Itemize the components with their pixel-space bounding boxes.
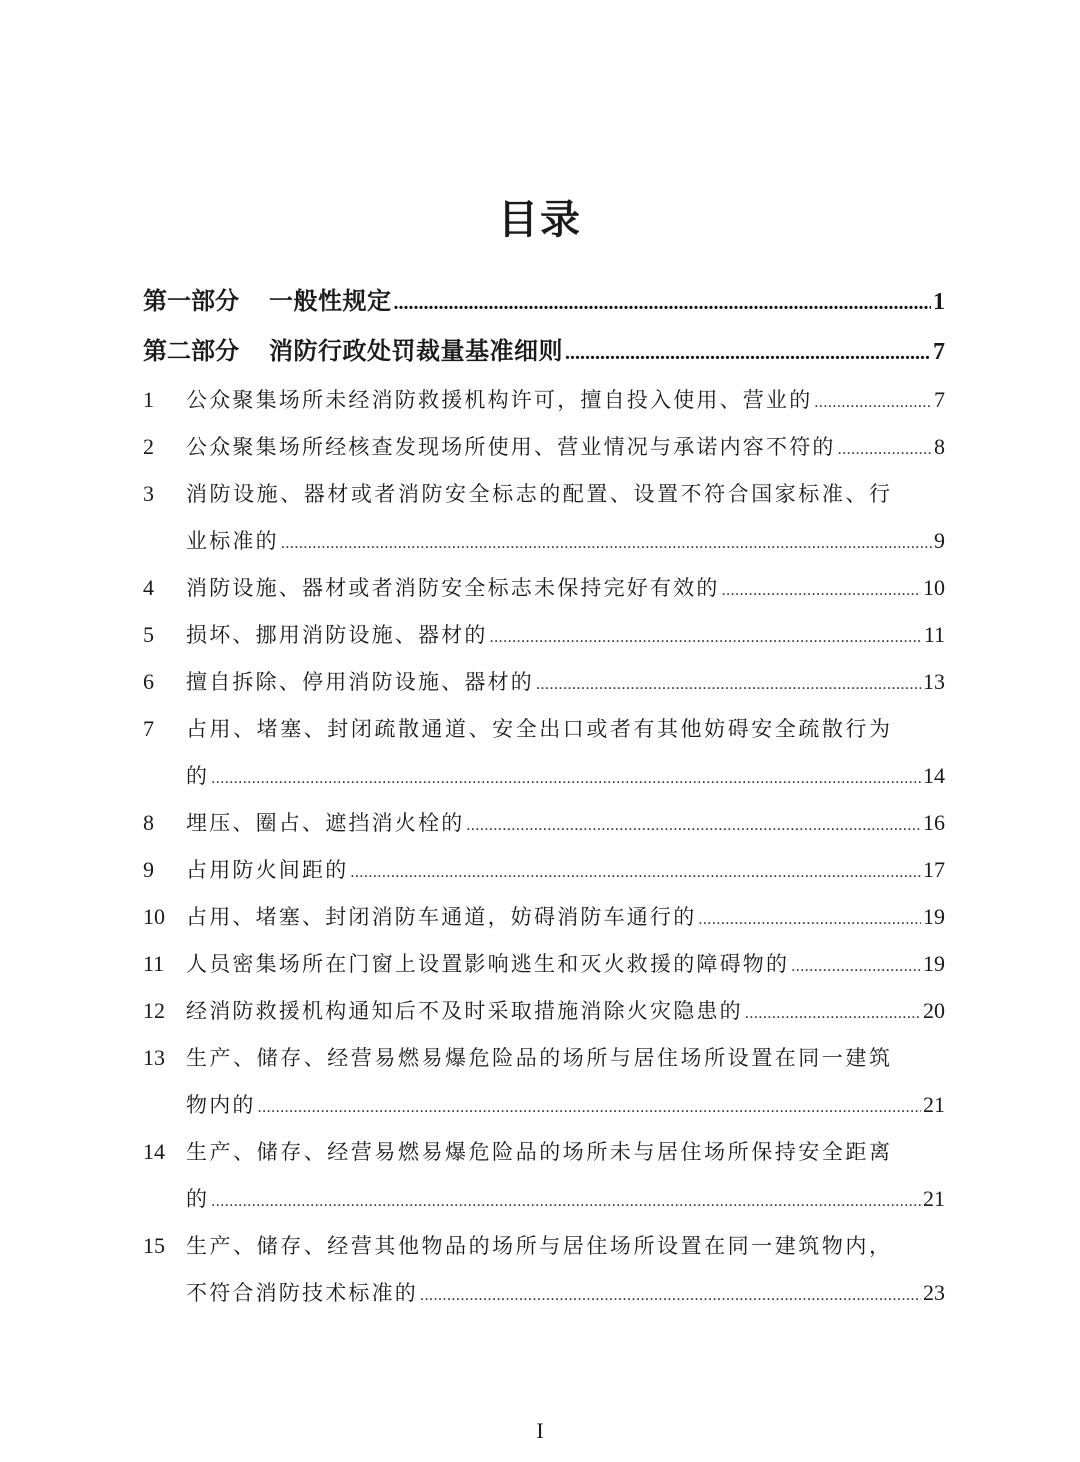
page-number: 9 xyxy=(934,528,945,553)
item-title: 消防设施、器材或者消防安全标志未保持完好有效的 xyxy=(186,576,720,600)
item-number: 10 xyxy=(143,904,165,929)
toc-item-12[interactable] xyxy=(143,987,945,1034)
page-number: 20 xyxy=(923,998,945,1023)
item-title: 公众聚集场所未经消防救援机构许可，擅自投入使用、营业的 xyxy=(186,388,813,412)
item-title-continued: 的 xyxy=(186,764,210,788)
dot-leader xyxy=(281,520,932,567)
toc-item-15-continued[interactable] xyxy=(143,1269,945,1316)
toc-item-13-continued[interactable] xyxy=(143,1081,945,1128)
toc-item-7-continued[interactable] xyxy=(143,752,945,799)
item-title: 经消防救援机构通知后不及时采取措施消除火灾隐患的 xyxy=(186,999,743,1023)
toc-item-7[interactable] xyxy=(143,705,945,752)
item-number: 4 xyxy=(143,575,154,600)
item-title: 占用、堵塞、封闭疏散通道、安全出口或者有其他妨碍安全疏散行为 xyxy=(186,717,893,741)
part-label: 第一部分 xyxy=(143,286,239,315)
item-number: 8 xyxy=(143,810,154,835)
toc-item-9[interactable] xyxy=(143,846,945,893)
page-number: 19 xyxy=(923,904,945,929)
dot-leader xyxy=(814,379,932,426)
page-number: 21 xyxy=(923,1092,945,1117)
page-number: 17 xyxy=(923,857,945,882)
toc-item-8[interactable] xyxy=(143,799,945,846)
dot-leader xyxy=(490,614,922,661)
page-number: 7 xyxy=(934,387,945,412)
page-number: 14 xyxy=(923,763,945,788)
page-number: 10 xyxy=(923,575,945,600)
dot-leader xyxy=(394,278,932,328)
item-title: 人员密集场所在门窗上设置影响逃生和灭火救援的障碍物的 xyxy=(186,952,790,976)
dot-leader xyxy=(350,849,921,896)
item-number: 2 xyxy=(143,434,154,459)
toc-item-5[interactable] xyxy=(143,611,945,658)
item-number: 12 xyxy=(143,998,165,1023)
item-title: 损坏、挪用消防设施、器材的 xyxy=(186,623,488,647)
toc-item-6[interactable] xyxy=(143,658,945,705)
dot-leader xyxy=(698,896,921,943)
page-footer-number: I xyxy=(536,1418,544,1443)
page-number: 1 xyxy=(933,289,945,315)
page-number: 21 xyxy=(923,1186,945,1211)
item-number: 13 xyxy=(143,1045,165,1070)
page-number: 11 xyxy=(923,622,945,647)
item-number: 14 xyxy=(143,1139,165,1164)
page-number: 16 xyxy=(923,810,945,835)
item-title-continued: 的 xyxy=(186,1187,210,1211)
part-title: 消防行政处罚裁量基准细则 xyxy=(269,336,563,365)
dot-leader xyxy=(211,1178,921,1225)
toc-item-1[interactable] xyxy=(143,376,945,423)
item-number: 3 xyxy=(143,481,154,506)
dot-leader xyxy=(211,755,921,802)
item-title: 生产、储存、经营其他物品的场所与居住场所设置在同一建筑物内， xyxy=(186,1234,893,1258)
page-number: 8 xyxy=(934,434,945,459)
toc-item-2[interactable] xyxy=(143,423,945,470)
item-title-continued: 物内的 xyxy=(186,1093,256,1117)
toc-item-3-continued[interactable] xyxy=(143,517,945,564)
page-number: 13 xyxy=(923,669,945,694)
item-title: 生产、储存、经营易燃易爆危险品的场所未与居住场所保持安全距离 xyxy=(186,1140,893,1164)
item-title: 生产、储存、经营易燃易爆危险品的场所与居住场所设置在同一建筑 xyxy=(186,1046,893,1070)
item-number: 6 xyxy=(143,669,154,694)
item-title-continued: 业标准的 xyxy=(186,529,279,553)
toc-item-15[interactable] xyxy=(143,1222,945,1269)
dot-leader xyxy=(258,1084,921,1131)
dot-leader xyxy=(466,802,921,849)
part-title: 一般性规定 xyxy=(269,286,392,315)
dot-leader xyxy=(838,426,932,473)
item-number: 5 xyxy=(143,622,154,647)
item-title-continued: 不符合消防技术标准的 xyxy=(186,1281,418,1305)
item-title: 埋压、圈占、遮挡消火栓的 xyxy=(186,811,465,835)
item-number: 1 xyxy=(143,387,154,412)
part-label: 第二部分 xyxy=(143,336,239,365)
dot-leader xyxy=(791,943,921,990)
toc-title: 目录 xyxy=(498,196,582,243)
item-title: 擅自拆除、停用消防设施、器材的 xyxy=(186,670,534,694)
dot-leader xyxy=(420,1272,921,1319)
item-number: 11 xyxy=(143,951,165,976)
toc-item-3[interactable] xyxy=(143,470,945,517)
dot-leader xyxy=(565,328,931,378)
toc-part-2[interactable] xyxy=(143,326,945,376)
table-of-contents xyxy=(143,276,945,1316)
toc-item-11[interactable] xyxy=(143,940,945,987)
item-number: 15 xyxy=(143,1233,165,1258)
dot-leader xyxy=(536,661,921,708)
page-number: 19 xyxy=(923,951,945,976)
toc-item-4[interactable] xyxy=(143,564,945,611)
item-number: 7 xyxy=(143,716,154,741)
item-number: 9 xyxy=(143,857,154,882)
item-title: 公众聚集场所经核查发现场所使用、营业情况与承诺内容不符的 xyxy=(186,435,836,459)
toc-item-14[interactable] xyxy=(143,1128,945,1175)
dot-leader xyxy=(745,990,921,1037)
toc-item-13[interactable] xyxy=(143,1034,945,1081)
page-number: 7 xyxy=(933,339,945,365)
item-title: 占用、堵塞、封闭消防车通道，妨碍消防车通行的 xyxy=(186,905,697,929)
page-number: 23 xyxy=(923,1280,945,1305)
item-title: 占用防火间距的 xyxy=(186,858,349,882)
toc-part-1[interactable] xyxy=(143,276,945,326)
toc-item-14-continued[interactable] xyxy=(143,1175,945,1222)
toc-item-10[interactable] xyxy=(143,893,945,940)
dot-leader xyxy=(722,567,921,614)
item-title: 消防设施、器材或者消防安全标志的配置、设置不符合国家标准、行 xyxy=(186,482,893,506)
